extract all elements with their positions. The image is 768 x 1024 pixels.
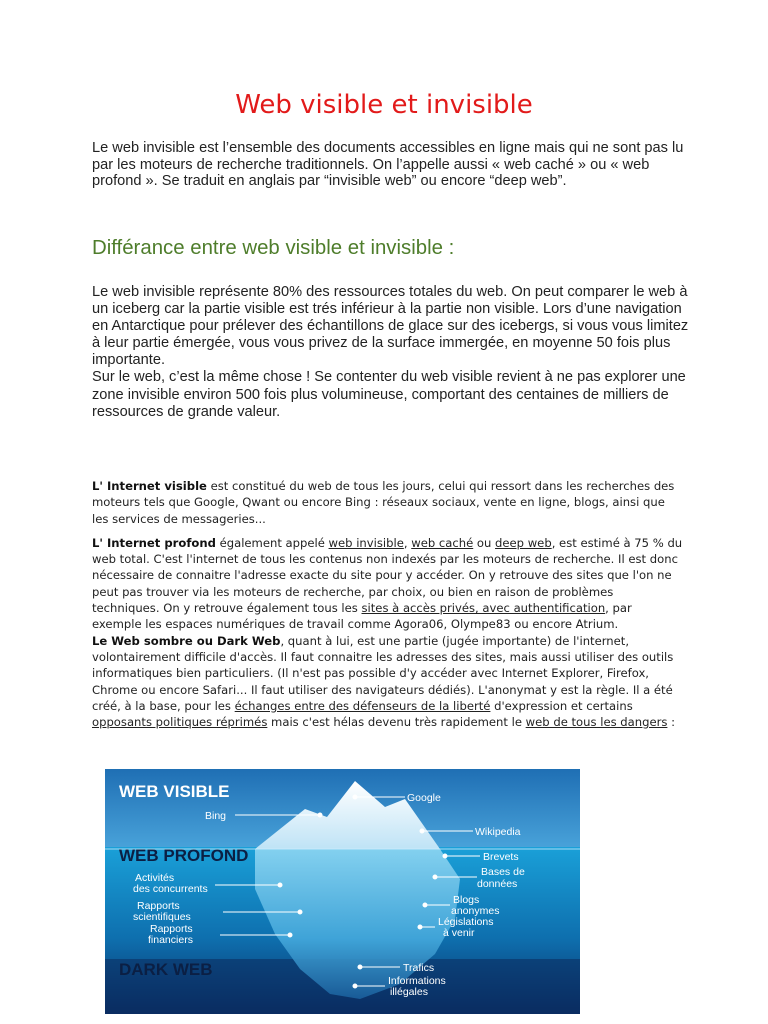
- label-rapports-sci-1: Rapports: [137, 900, 180, 912]
- label-blogs-2: anonymes: [451, 905, 500, 917]
- visible-web-text: est constitué du web de tous les jours, celui qui ressort dans les recherches des moteurs tels que Google, Qwant ou encore Bing : réseaux sociaux, vente en ligne, blogs, ainsi que les services de messageries...: [92, 479, 675, 526]
- iceberg-illustration: [105, 769, 580, 1014]
- label-bases-1: Bases de: [481, 866, 525, 878]
- deep-web-term: L' Internet profond: [92, 535, 216, 550]
- heading-dark-web: DARK WEB: [119, 960, 213, 979]
- label-activites-2: des concurrents: [133, 883, 208, 895]
- intro-paragraph: Le web invisible est l’ensemble des documents accessibles en ligne mais qui ne sont pas lu par les moteurs de recherche traditionnels. On l’appelle aussi « web caché » ou « web profond ». Se traduit en anglais par “invisible web” ou encore “deep web”.: [92, 140, 684, 190]
- dark-web-text-3: mais c'est hélas devenu très rapidement le: [267, 715, 526, 730]
- comparison-paragraph-2: Sur le web, c’est la même chose ! Se contenter du web visible revient à ne pas explorer une zone invisible environ 500 fois plus volumineuse, comportant des centaines de milliers de ressources de grande valeur.: [92, 369, 686, 420]
- label-legis-1: Législations: [438, 916, 494, 928]
- page-title: Web visible et invisible: [235, 90, 533, 120]
- comparison-text: [92, 284, 692, 421]
- deep-web-paragraph: [92, 535, 684, 633]
- label-info-1: Informations: [388, 975, 446, 987]
- label-trafics: Trafics: [403, 962, 435, 974]
- link-sites-acces-prives[interactable]: sites à accès privés, avec authentification: [361, 601, 606, 616]
- label-google: Google: [407, 792, 441, 804]
- dark-web-term: Le Web sombre ou Dark Web: [92, 633, 281, 648]
- dark-web-text-2: d'expression et certains: [490, 698, 633, 713]
- link-deep-web[interactable]: deep web: [495, 535, 552, 550]
- link-web-invisible[interactable]: web invisible: [328, 535, 404, 550]
- comparison-paragraph-1: Le web invisible représente 80% des ressources totales du web. On peut comparer le web à un iceberg car la partie visible est trés inférieur à la partie non visible. Lors d’une navigation en Antarctique pour prélever des échantillons de glace sur des icebergs, si vous vous limitez à leur partie émergée, vous vous privez de la surface immergée, en moyenne 50 fois plus importante.: [92, 284, 689, 369]
- link-echanges-defenseurs[interactable]: échanges entre des défenseurs de la liberté: [234, 698, 491, 713]
- label-rapports-fin-2: financiers: [148, 934, 193, 946]
- section-subtitle: Différance entre web visible et invisible :: [92, 237, 455, 259]
- label-bases-2: données: [477, 878, 518, 890]
- label-info-2: illégales: [390, 986, 428, 998]
- label-legis-2: à venir: [443, 927, 475, 939]
- deep-web-text-5: , par exemple les espaces numériques de travail comme Agora06, Olympe83 ou encore Atrium.: [92, 601, 632, 632]
- deep-web-text-3: ou: [473, 535, 496, 550]
- link-web-cache[interactable]: web caché: [411, 535, 474, 550]
- visible-web-paragraph: [92, 478, 684, 527]
- deep-web-text-1: également appelé: [215, 535, 329, 550]
- visible-web-term: L' Internet visible: [92, 479, 207, 493]
- iceberg-diagram: [105, 769, 580, 1014]
- heading-web-profond: WEB PROFOND: [119, 846, 249, 865]
- label-wikipedia: Wikipedia: [475, 826, 521, 838]
- label-brevets: Brevets: [483, 851, 519, 863]
- details-section: [92, 478, 684, 730]
- dark-web-text-4: :: [667, 715, 676, 730]
- heading-web-visible: WEB VISIBLE: [119, 782, 230, 801]
- label-rapports-sci-2: scientifiques: [133, 911, 191, 923]
- link-web-dangers[interactable]: web de tous les dangers: [525, 715, 668, 730]
- label-rapports-fin-1: Rapports: [150, 923, 193, 935]
- deep-web-text-2: ,: [403, 535, 412, 550]
- deep-web-text-4: , est estimé à 75 % du web total. C'est l'internet de tous les contenus non indexés par les moteurs de recherche. Il est donc nécessaire de connaitre l'adresse exacte du site pour y accéder. On y retrouve des sites que l'on ne peut pas trouver via les moteurs de recherche, par choix, ou bien en raison de problèmes techniques. On y retrouve également tous les: [92, 535, 683, 616]
- label-activites-1: Activités: [135, 872, 175, 884]
- label-bing: Bing: [205, 810, 227, 822]
- label-blogs-1: Blogs: [453, 894, 480, 906]
- dark-web-text-1: , quant à lui, est une partie (jugée importante) de l'internet, volontairement difficile d'accès. Il faut connaitre les adresses des sites, mais aussi utiliser des outils informatiques bien particuliers. (Il n'est pas possible d'y accéder avec Internet Explorer, Firefox, Chrome ou encore Safari... Il faut utiliser des navigateurs dédiés). L'anonymat y est la règle. Il a été créé, à la base, pour les: [92, 633, 674, 713]
- dark-web-paragraph: [92, 633, 684, 731]
- link-opposants-politiques[interactable]: opposants politiques réprimés: [92, 715, 268, 730]
